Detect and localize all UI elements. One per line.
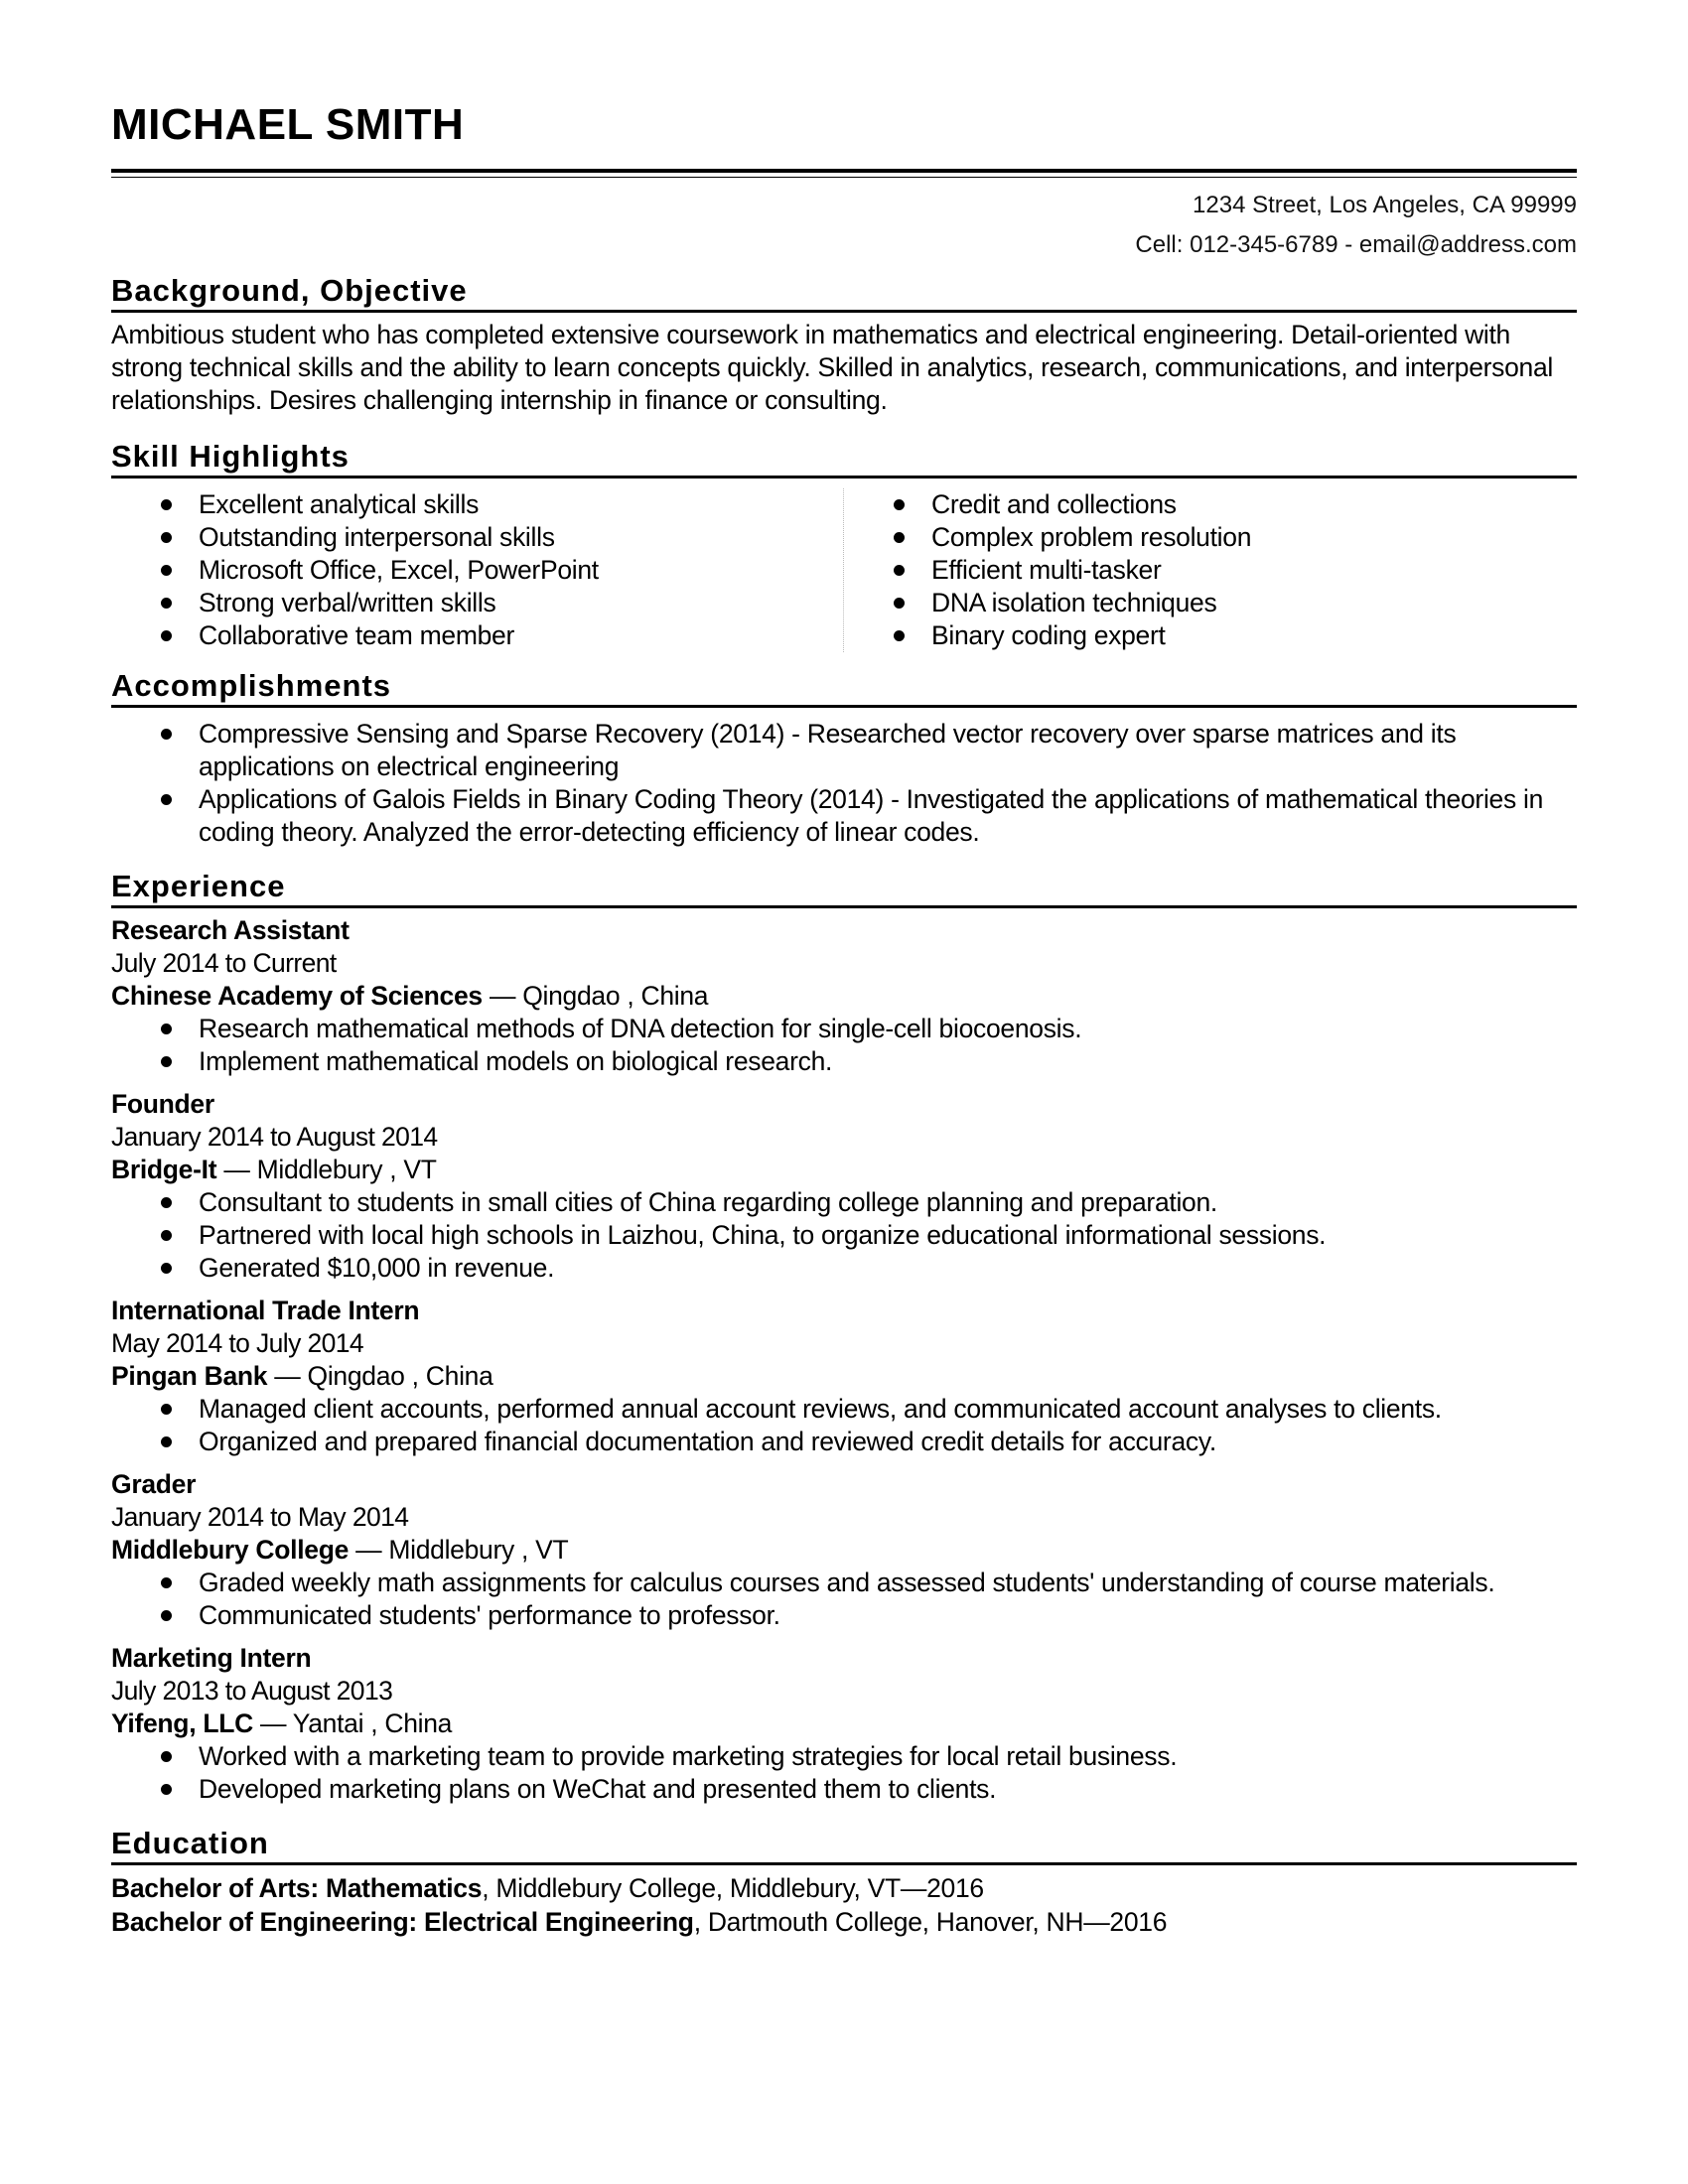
job-location: Middlebury , VT <box>256 1155 437 1184</box>
job-organization: Bridge-It <box>111 1155 217 1184</box>
job-organization-line <box>111 1360 1577 1393</box>
skill-item <box>844 554 1539 587</box>
bullet-dot-icon <box>894 565 905 576</box>
skill-item-text: Binary coding expert <box>931 620 1166 650</box>
job-entry <box>111 1468 1577 1632</box>
skill-item-text: Microsoft Office, Excel, PowerPoint <box>199 555 599 585</box>
phone-email-line: Cell: 012-345-6789 - email@address.com <box>1135 231 1577 258</box>
job-bullet-text: Organized and prepared financial documentation and reviewed credit details for accuracy. <box>199 1427 1216 1456</box>
job-location: Yantai , China <box>292 1708 453 1738</box>
org-location-separator: — <box>349 1535 389 1565</box>
job-organization-line <box>111 1154 1577 1186</box>
bullet-dot-icon <box>161 1751 172 1762</box>
bullet-dot-icon <box>161 598 172 609</box>
bullet-dot-icon <box>894 532 905 543</box>
header-divider <box>111 169 1577 178</box>
skill-item <box>111 587 843 619</box>
skill-item <box>111 554 843 587</box>
job-location: Qingdao , China <box>522 981 709 1011</box>
section-title-background: Background, Objective <box>111 275 1577 313</box>
section-title-skills: Skill Highlights <box>111 441 1577 478</box>
job-bullet <box>111 1013 1577 1045</box>
resume-page <box>111 95 1577 1939</box>
objective-text: Ambitious student who has completed extensive coursework in mathematics and electrical engineering. Detail-oriented with strong technical skills and the ability to learn concepts quickly. Skilled in analytics, research, communications, and interpersonal relationships. Desires challenging internship in finance or consulting. <box>111 320 1554 415</box>
job-organization: Middlebury College <box>111 1535 350 1565</box>
section-title-experience: Experience <box>111 871 1577 908</box>
job-bullets <box>111 1186 1577 1285</box>
job-bullet <box>111 1252 1577 1285</box>
job-organization-line <box>111 1534 1577 1567</box>
accomplishment-item <box>111 718 1577 783</box>
bullet-dot-icon <box>161 794 172 805</box>
job-bullets <box>111 1740 1577 1806</box>
org-location-separator: — <box>267 1361 308 1391</box>
bullet-dot-icon <box>161 532 172 543</box>
skill-item <box>844 587 1539 619</box>
job-title: Research Assistant <box>111 915 350 945</box>
job-bullets <box>111 1393 1577 1458</box>
org-location-separator: — <box>482 981 523 1011</box>
job-bullet <box>111 1426 1577 1458</box>
bullet-dot-icon <box>161 1436 172 1447</box>
job-entry <box>111 1295 1577 1458</box>
bullet-dot-icon <box>894 630 905 641</box>
skill-item-text: Collaborative team member <box>199 620 514 650</box>
job-title: Grader <box>111 1469 197 1499</box>
bullet-dot-icon <box>894 499 905 510</box>
bullet-dot-icon <box>161 1577 172 1588</box>
job-title: Marketing Intern <box>111 1643 312 1673</box>
job-organization: Chinese Academy of Sciences <box>111 981 483 1011</box>
job-bullet-text: Communicated students' performance to professor. <box>199 1600 780 1630</box>
skill-item <box>111 488 843 521</box>
job-bullet-text: Implement mathematical models on biological research. <box>199 1046 833 1076</box>
degree-details: , Dartmouth College, Hanover, NH—2016 <box>693 1907 1168 1937</box>
candidate-name: MICHAEL SMITH <box>111 100 465 149</box>
job-bullet-text: Worked with a marketing team to provide marketing strategies for local retail business. <box>199 1741 1178 1771</box>
bullet-dot-icon <box>161 1610 172 1621</box>
skill-item <box>111 619 843 652</box>
skill-item <box>844 521 1539 554</box>
bullet-dot-icon <box>161 1056 172 1067</box>
bullet-dot-icon <box>894 598 905 609</box>
bullet-dot-icon <box>161 1263 172 1274</box>
job-bullet <box>111 1773 1577 1806</box>
job-bullets <box>111 1567 1577 1632</box>
bullet-dot-icon <box>161 1197 172 1208</box>
job-bullet <box>111 1567 1577 1599</box>
contact-block <box>111 186 1577 265</box>
skills-left-column <box>111 488 844 652</box>
job-title: International Trade Intern <box>111 1296 420 1325</box>
job-bullet-text: Generated $10,000 in revenue. <box>199 1253 555 1283</box>
org-location-separator: — <box>216 1155 257 1184</box>
job-bullet-text: Consultant to students in small cities of China regarding college planning and preparation. <box>199 1187 1217 1217</box>
job-dates: January 2014 to August 2014 <box>111 1122 438 1152</box>
job-bullet <box>111 1219 1577 1252</box>
accomplishment-item-text: Compressive Sensing and Sparse Recovery (2014) - Researched vector recovery over sparse matrices and its applications on electrical engineering <box>199 719 1457 781</box>
education-entry <box>111 1905 1577 1939</box>
experience-list <box>111 914 1577 1806</box>
job-bullet <box>111 1740 1577 1773</box>
skill-item-text: DNA isolation techniques <box>931 588 1217 617</box>
accomplishment-item <box>111 783 1577 849</box>
skills-right-column <box>844 488 1539 652</box>
job-bullet-text: Developed marketing plans on WeChat and presented them to clients. <box>199 1774 997 1804</box>
job-dates: July 2013 to August 2013 <box>111 1676 393 1706</box>
address-line: 1234 Street, Los Angeles, CA 99999 <box>1193 192 1577 218</box>
degree-name: Bachelor of Engineering: Electrical Engineering <box>111 1907 694 1937</box>
skill-item-text: Excellent analytical skills <box>199 489 480 519</box>
bullet-dot-icon <box>161 499 172 510</box>
skill-item-text: Efficient multi-tasker <box>931 555 1162 585</box>
skill-item-text: Strong verbal/written skills <box>199 588 496 617</box>
job-bullet <box>111 1599 1577 1632</box>
job-location: Qingdao , China <box>307 1361 493 1391</box>
skill-item <box>844 619 1539 652</box>
job-bullet <box>111 1393 1577 1426</box>
job-bullet <box>111 1045 1577 1078</box>
skill-item-text: Complex problem resolution <box>931 522 1252 552</box>
job-organization-line <box>111 1707 1577 1740</box>
degree-details: , Middlebury College, Middlebury, VT—2016 <box>482 1873 984 1903</box>
bullet-dot-icon <box>161 1230 172 1241</box>
bullet-dot-icon <box>161 1404 172 1415</box>
job-bullet-text: Partnered with local high schools in Laizhou, China, to organize educational informational sessions. <box>199 1220 1327 1250</box>
skill-item <box>111 521 843 554</box>
job-dates: July 2014 to Current <box>111 948 337 978</box>
accomplishment-item-text: Applications of Galois Fields in Binary Coding Theory (2014) - Investigated the applications of mathematical theories in coding theory. Analyzed the error-detecting efficiency of linear codes. <box>199 784 1544 847</box>
section-title-accomplishments: Accomplishments <box>111 670 1577 708</box>
job-bullet <box>111 1186 1577 1219</box>
job-entry <box>111 914 1577 1078</box>
skills-columns <box>111 488 1577 652</box>
job-organization: Yifeng, LLC <box>111 1708 253 1738</box>
bullet-dot-icon <box>161 1024 172 1034</box>
education-entry <box>111 1871 1577 1905</box>
degree-name: Bachelor of Arts: Mathematics <box>111 1873 483 1903</box>
skill-item <box>844 488 1539 521</box>
job-bullet-text: Research mathematical methods of DNA detection for single-cell biocoenosis. <box>199 1014 1082 1043</box>
bullet-dot-icon <box>161 1784 172 1795</box>
skill-item-text: Outstanding interpersonal skills <box>199 522 555 552</box>
job-bullet-text: Managed client accounts, performed annual account reviews, and communicated account analyses to clients. <box>199 1394 1442 1424</box>
job-organization: Pingan Bank <box>111 1361 268 1391</box>
job-entry <box>111 1088 1577 1285</box>
section-title-education: Education <box>111 1828 1577 1865</box>
skill-item-text: Credit and collections <box>931 489 1177 519</box>
job-bullets <box>111 1013 1577 1078</box>
bullet-dot-icon <box>161 729 172 740</box>
bullet-dot-icon <box>161 565 172 576</box>
job-dates: January 2014 to May 2014 <box>111 1502 409 1532</box>
education-list <box>111 1871 1577 1939</box>
job-entry <box>111 1642 1577 1806</box>
job-location: Middlebury , VT <box>388 1535 569 1565</box>
job-organization-line <box>111 980 1577 1013</box>
job-title: Founder <box>111 1089 214 1119</box>
job-bullet-text: Graded weekly math assignments for calculus courses and assessed students' understanding of course materials. <box>199 1568 1495 1597</box>
bullet-dot-icon <box>161 630 172 641</box>
accomplishments-list <box>111 718 1577 849</box>
org-location-separator: — <box>252 1708 293 1738</box>
job-dates: May 2014 to July 2014 <box>111 1328 364 1358</box>
